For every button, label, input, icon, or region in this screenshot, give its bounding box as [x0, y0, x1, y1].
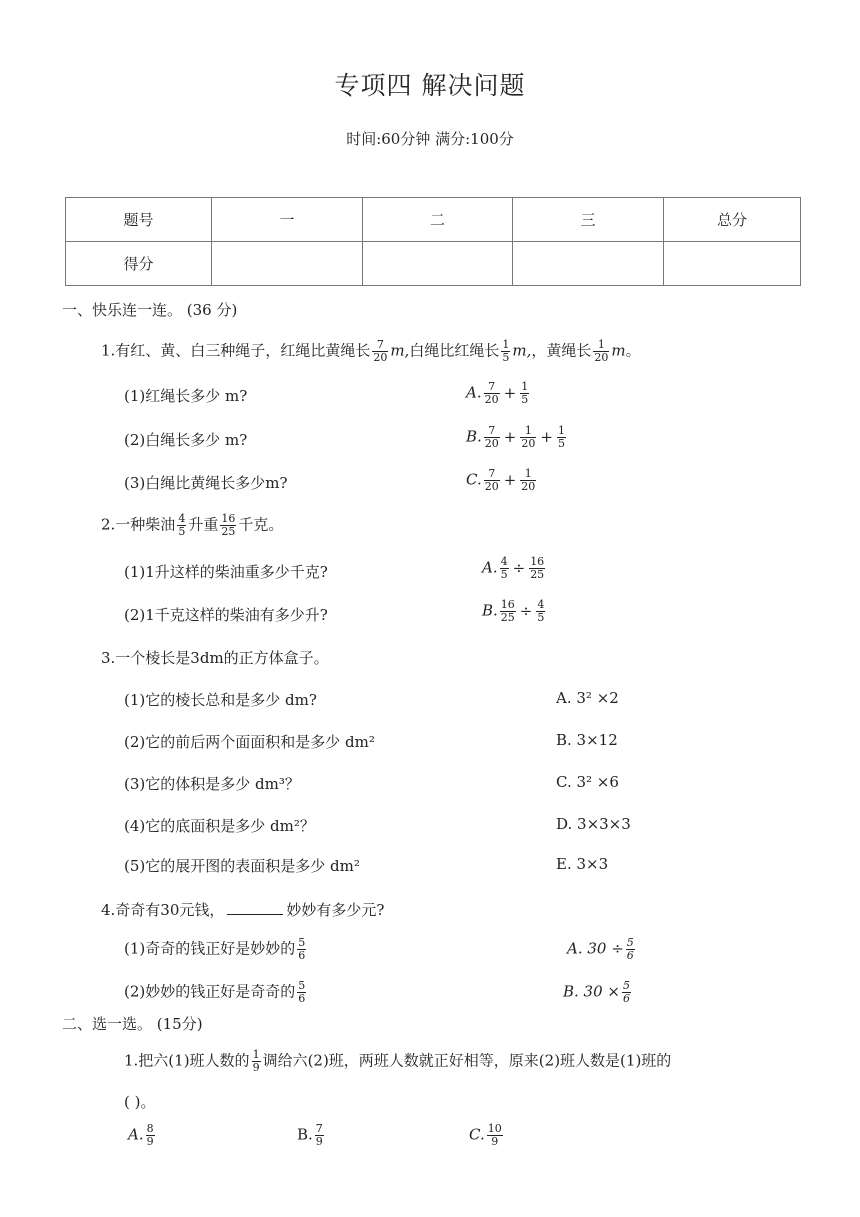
fraction: $\frac{7}{9}$: [315, 1122, 323, 1148]
q1-stem: [101, 339, 641, 364]
unit: m: [611, 341, 626, 360]
fraction: $\frac{16}{25}$: [530, 555, 545, 581]
s2-q1-stem-text: 1.把六(1)班人数的: [124, 1051, 250, 1070]
fraction: $\frac{5}{6}$: [622, 979, 630, 1005]
q3-stem: 3.一个棱长是3dm的正方体盒子。: [101, 649, 329, 667]
q3-option-e[interactable]: E. 3×3: [556, 855, 609, 873]
q4-sub-text: (1)奇奇的钱正好是妙妙的: [124, 939, 296, 958]
fraction: $\frac{5}{6}$: [626, 936, 634, 962]
fraction: $\frac{1}{20}$: [521, 467, 536, 493]
section2-heading: 二、选一选。 (15分): [62, 1015, 203, 1033]
fraction: $\frac{4}{5}$: [537, 598, 545, 624]
option-label: A.: [466, 383, 482, 402]
s2-q1-stem: [124, 1049, 671, 1074]
q1-stem-text: 。: [625, 341, 641, 360]
page-subtitle: 时间:60分钟 满分:100分: [346, 130, 514, 148]
q3-sub1: (1)它的棱长总和是多少 dm?: [124, 691, 317, 709]
option-label: B.: [297, 1125, 313, 1144]
fraction: $\frac{4}{5}$: [500, 555, 508, 581]
score-cell: 三: [513, 198, 664, 242]
answer-blank[interactable]: [227, 900, 283, 915]
q1-stem-text: ，黄绳长: [531, 341, 592, 360]
q3-option-d[interactable]: D. 3×3×3: [556, 815, 631, 833]
s2-q1-option-b[interactable]: [297, 1123, 326, 1148]
q1-option-a[interactable]: [466, 381, 531, 406]
score-table-score-row: [66, 242, 801, 286]
operator: ÷: [519, 601, 533, 620]
fraction: $\frac{1}{9}$: [252, 1048, 260, 1074]
q2-option-b[interactable]: [482, 599, 547, 624]
score-cell: 总分: [664, 198, 801, 242]
fraction: $\frac{1}{5}$: [502, 338, 510, 364]
q2-sub2: (2)1千克这样的柴油有多少升?: [124, 606, 328, 624]
q4-sub-text: (2)妙妙的钱正好是奇奇的: [124, 982, 296, 1001]
operator: +: [540, 427, 553, 446]
unit: m,: [390, 341, 410, 360]
s2-q1-option-a[interactable]: [128, 1123, 157, 1148]
operator: +: [503, 427, 517, 446]
q3-sub3: (3)它的体积是多少 dm³？: [124, 775, 300, 793]
fraction: $\frac{16}{25}$: [500, 598, 515, 624]
section1-heading: 一、快乐连一连。 (36 分): [62, 301, 238, 319]
score-cell: 一: [212, 198, 363, 242]
score-table-header-row: [66, 198, 801, 242]
fraction: $\frac{7}{20}$: [484, 380, 499, 406]
option-label: B.: [482, 601, 498, 620]
q3-option-c[interactable]: C. 3² ×6: [556, 773, 619, 791]
q3-option-b[interactable]: B. 3×12: [556, 731, 618, 749]
fraction: $\frac{7}{20}$: [484, 424, 499, 450]
q3-option-a[interactable]: A. 3² ×2: [556, 689, 619, 707]
q1-stem-text: 白绳比红绳长: [409, 341, 500, 360]
s2-q1-stem-text: 调给六(2)班，两班人数就正好相等，原来(2)班人数是(1)班的: [262, 1051, 672, 1070]
q1-sub3: (3)白绳比黄绳长多少m?: [124, 474, 288, 492]
fraction: $\frac{10}{9}$: [487, 1122, 502, 1148]
fraction: $\frac{1}{20}$: [594, 338, 609, 364]
q4-sub1: [124, 937, 308, 962]
q3-sub5: (5)它的展开图的表面积是多少 dm²: [124, 857, 360, 875]
q1-sub1: (1)红绳长多少 m?: [124, 387, 248, 405]
q2-stem-text: 升重: [188, 515, 219, 534]
score-cell: 得分: [66, 242, 212, 286]
score-input-cell[interactable]: [212, 242, 363, 286]
option-label: B.: [466, 427, 482, 446]
q3-sub2: (2)它的前后两个面面积和是多少 dm²: [124, 733, 375, 751]
q4-stem: [101, 899, 384, 920]
score-cell: 二: [363, 198, 513, 242]
fraction: $\frac{7}{20}$: [484, 467, 499, 493]
operator: +: [503, 383, 517, 402]
q4-stem-text: 4.奇奇有30元钱，: [101, 901, 225, 919]
fraction: $\frac{1}{5}$: [521, 380, 529, 406]
operator: ÷: [512, 558, 526, 577]
operator: +: [503, 470, 517, 489]
option-label: C.: [466, 470, 482, 489]
unit: m,: [512, 341, 532, 360]
option-label: A.: [482, 558, 498, 577]
score-input-cell[interactable]: [664, 242, 801, 286]
option-label: A. 30 ÷: [567, 939, 624, 958]
q1-sub2: (2)白绳长多少 m?: [124, 431, 248, 449]
option-label: A.: [128, 1125, 144, 1144]
fraction: $\frac{1}{20}$: [521, 424, 536, 450]
q2-sub1: (1)1升这样的柴油重多少千克?: [124, 563, 328, 581]
option-label: C.: [469, 1125, 485, 1144]
fraction: $\frac{1}{5}$: [557, 424, 565, 450]
q3-sub4: (4)它的底面积是多少 dm²？: [124, 817, 315, 835]
q2-stem-text: 2.一种柴油: [101, 515, 176, 534]
fraction: $\frac{4}{5}$: [178, 512, 186, 538]
q1-stem-text: 1.有红、黄、白三种绳子，红绳比黄绳长: [101, 341, 371, 360]
s2-q1-option-c[interactable]: [469, 1123, 505, 1148]
option-label: B. 30 ×: [563, 982, 620, 1001]
score-input-cell[interactable]: [363, 242, 513, 286]
fraction: $\frac{5}{6}$: [298, 936, 306, 962]
fraction: $\frac{8}{9}$: [146, 1122, 154, 1148]
q4-option-b[interactable]: [563, 980, 633, 1005]
q4-option-a[interactable]: [567, 937, 637, 962]
fraction: $\frac{16}{25}$: [221, 512, 236, 538]
score-cell: 题号: [66, 198, 212, 242]
q1-option-b[interactable]: [466, 425, 568, 450]
score-input-cell[interactable]: [513, 242, 664, 286]
q2-stem: [101, 513, 283, 538]
q2-stem-text: 千克。: [238, 515, 284, 534]
score-table: [65, 197, 801, 286]
q4-sub2: [124, 980, 308, 1005]
page-title: 专项四 解决问题: [334, 71, 526, 100]
s2-q1-paren[interactable]: ( )。: [124, 1093, 156, 1111]
q4-stem-text: 妙妙有多少元?: [286, 901, 385, 919]
fraction: $\frac{5}{6}$: [298, 979, 306, 1005]
q2-option-a[interactable]: [482, 556, 547, 581]
q1-option-c[interactable]: [466, 468, 538, 493]
fraction: $\frac{7}{20}$: [373, 338, 388, 364]
